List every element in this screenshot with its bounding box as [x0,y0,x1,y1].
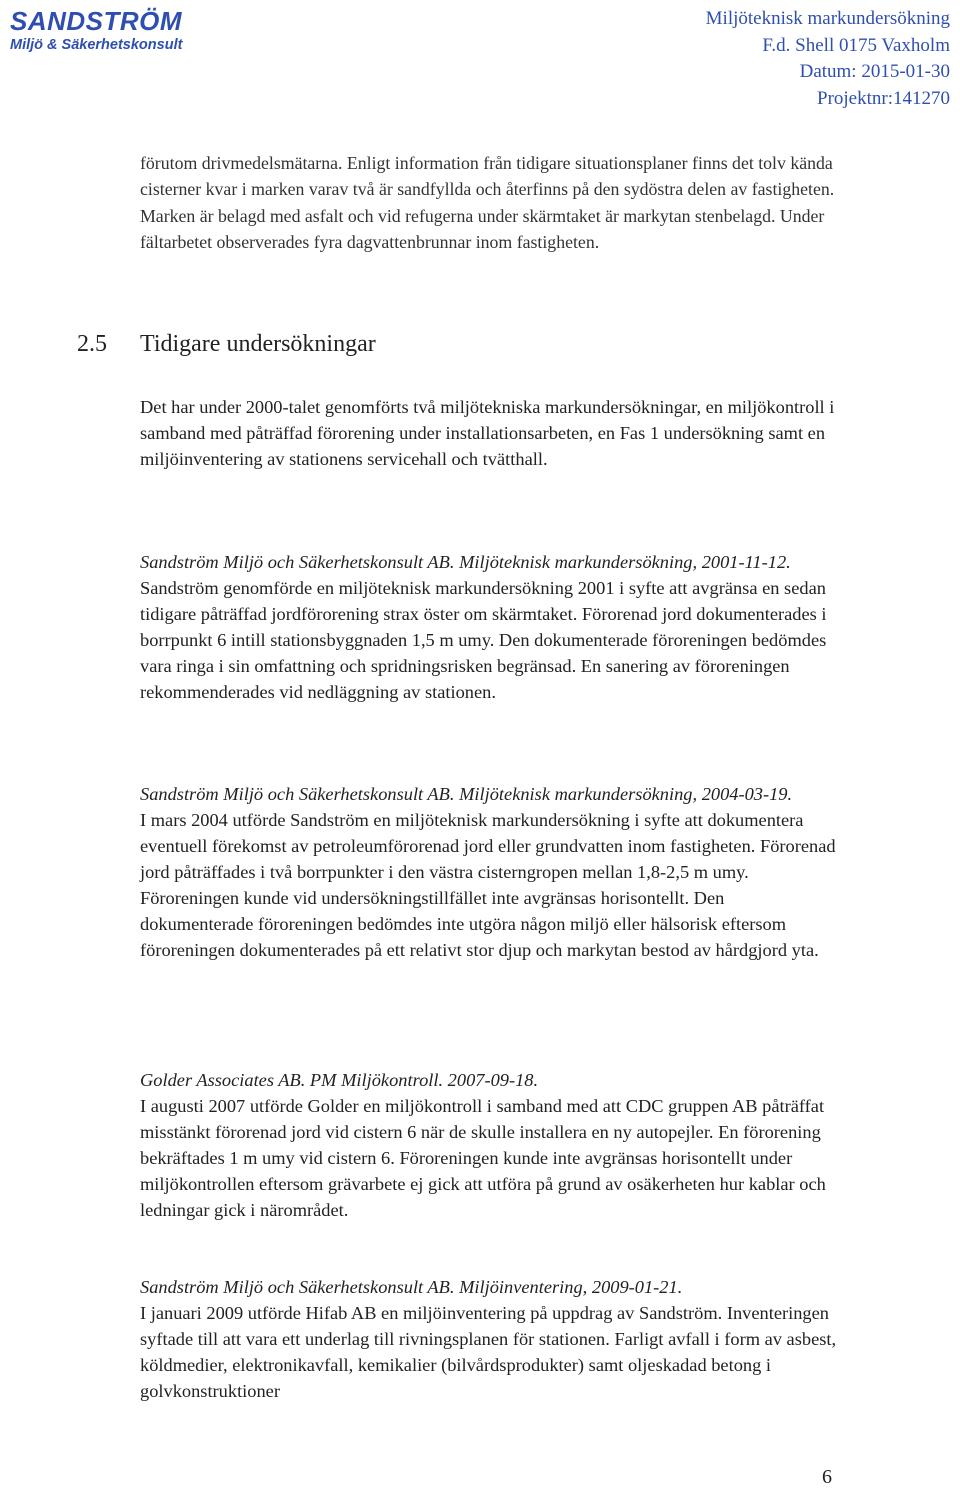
section-title: Tidigare undersökningar [140,331,376,357]
header-site: F.d. Shell 0175 Vaxholm [762,34,950,56]
reference-text: Sandström genomförde en miljöteknisk markundersökning 2001 i syfte att avgränsa en sedan tidigare påträffad jordförorening strax öster om skärmtaket. Förorenad jord dokumenterades i borrpunkt 6 intill stationsbyggnaden 1,5 m umy. Den dokumenterade föroreningen bedömdes vara ringa i sin omfattning och spridningsrisken begränsad. En sanering av föroreningen rekommenderades vid nedläggning av stationen. [140,578,827,702]
reference-title: Sandström Miljö och Säkerhetskonsult AB. Miljöteknisk markundersökning, 2001-11-12. [140,552,791,572]
reference-title: Golder Associates AB. PM Miljökontroll. 2007-09-18. [140,1070,539,1090]
reference-text: I augusti 2007 utförde Golder en miljökontroll i samband med att CDC gruppen AB påträffat misstänkt förorenad jord vid cistern 6 när de skulle installera en ny autopejler. En förorening bekräftades 1 m umy vid cistern 6. Föroreningen kunde inte avgränsas horisontellt under miljökontrollen eftersom grävarbete ej gick att utföra på grund av osäkerheten hur kablar och ledningar gick i närområdet. [140,1096,826,1220]
reference-text: I januari 2009 utförde Hifab AB en miljöinventering på uppdrag av Sandström. Inventeringen syftade till att vara ett underlag till rivningsplanen för stationen. Farligt avfall i form av asbest, köldmedier, elektronikavfall, kemikalier (bilvårdsprodukter) samt oljeskadad betong i golvkonstruktioner [140,1303,837,1401]
header-date: Datum: 2015-01-30 [799,61,950,82]
section-number: 2.5 [77,331,107,357]
document-header-info [706,6,950,112]
reference-item [140,781,840,963]
header-title: Miljöteknisk markundersökning [705,8,950,29]
intro-paragraph: förutom drivmedelsmätarna. Enligt information från tidigare situationsplaner finns det tolv kända cisterner kvar i marken varav två är sandfyllda och återfinns på den sydöstra delen av fastigheten. Marken är belagd med asfalt och vid refugerna under skärmtaket är markytan stenbelagd. Under fältarbetet observerades fyra dagvattenbrunnar inom fastigheten. [140,153,835,252]
intro-block [140,150,840,255]
header-project-number: Projektnr:141270 [817,87,950,109]
logo-name: SANDSTRÖM [10,6,183,36]
reference-title: Sandström Miljö och Säkerhetskonsult AB. Miljöteknisk markundersökning, 2004-03-19. [140,784,793,804]
section-overview: Det har under 2000-talet genomförts två miljötekniska markundersökningar, en miljökontroll i samband med påträffad förorening under installationsarbeten, en Fas 1 undersökning samt en miljöinventering av stationens servicehall och tvätthall. [140,397,835,469]
reference-item [140,1274,840,1404]
logo-subtitle: Miljö & Säkerhetskonsult [10,37,183,53]
page-number: 6 [822,1466,832,1488]
reference-title: Sandström Miljö och Säkerhetskonsult AB. Miljöinventering, 2009-01-21. [140,1277,683,1297]
company-logo [10,6,182,54]
reference-item [140,1067,840,1223]
reference-item [140,549,840,705]
section-heading [77,330,376,358]
reference-text: I mars 2004 utförde Sandström en miljöteknisk markundersökning i syfte att dokumentera eventuell förekomst av petroleumförorenad jord eller grundvatten inom fastigheten. Förorenad jord påträffades i två borrpunkter i den västra cisterngropen mellan 1,8-2,5 m umy. Föroreningen kunde vid undersökningstillfället inte avgränsas horisontellt. Den dokumenterade föroreningen bedömdes inte utgöra någon miljö eller hälsorisk eftersom föroreningen dokumenterades på ett relativt stor djup och markytan bestod av hårdgjord yta. [140,810,836,960]
